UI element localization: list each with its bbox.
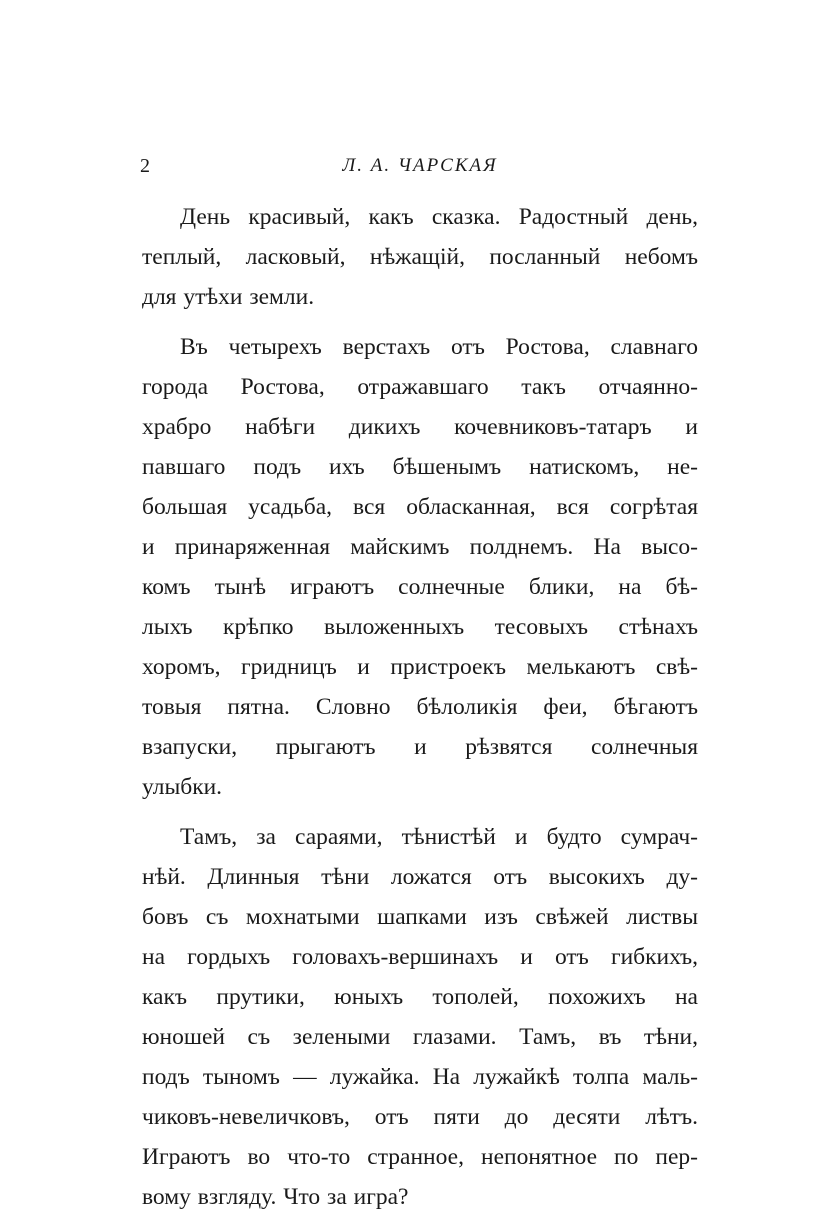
text-line: теплый, ласковый, нѣжащій, посланный небомъ bbox=[142, 244, 698, 270]
text-line: бовъ съ мохнатыми шапками изъ свѣжей листвы bbox=[142, 904, 698, 930]
text-line: нѣй. Длинныя тѣни ложатся отъ высокихъ ду- bbox=[142, 864, 698, 890]
page-number: 2 bbox=[140, 155, 150, 177]
text-line: какъ прутики, юныхъ тополей, похожихъ на bbox=[142, 984, 698, 1010]
text-line: День красивый, какъ сказка. Радостный день, bbox=[180, 204, 698, 230]
text-line: подъ тыномъ — лужайка. На лужайкѣ толпа маль- bbox=[142, 1064, 698, 1090]
text-line: для утѣхи земли. bbox=[142, 284, 315, 310]
paragraph bbox=[142, 197, 698, 317]
paragraph bbox=[142, 327, 698, 807]
paragraph bbox=[142, 817, 698, 1217]
text-line: юношей съ зелеными глазами. Тамъ, въ тѣни, bbox=[142, 1024, 698, 1050]
text-line: на гордыхъ головахъ-вершинахъ и отъ гибкихъ, bbox=[142, 944, 698, 970]
text-line: вому взгляду. Что за игра? bbox=[142, 1184, 409, 1210]
text-line: комъ тынѣ играютъ солнечные блики, на бѣ- bbox=[142, 574, 698, 600]
text-line: Тамъ, за сараями, тѣнистѣй и будто сумрач- bbox=[180, 824, 698, 850]
text-line: храбро набѣги дикихъ кочевниковъ-татаръ и bbox=[142, 414, 698, 440]
text-line: Въ четырехъ верстахъ отъ Ростова, славнаго bbox=[180, 334, 698, 360]
text-line: и принаряженная майскимъ полднемъ. На высо- bbox=[142, 534, 698, 560]
text-line: города Ростова, отражавшаго такъ отчаянно- bbox=[142, 374, 698, 400]
text-line: взапуски, прыгаютъ и рѣзвятся солнечныя bbox=[142, 734, 698, 760]
text-line: товыя пятна. Словно бѣлоликія феи, бѣгаютъ bbox=[142, 694, 698, 720]
text-line: павшаго подъ ихъ бѣшенымъ натискомъ, не- bbox=[142, 454, 698, 480]
text-line: хоромъ, гридницъ и пристроекъ мелькаютъ свѣ- bbox=[142, 654, 698, 680]
text-line: большая усадьба, вся обласканная, вся согрѣтая bbox=[142, 494, 698, 520]
text-line: чиковъ-невеличковъ, отъ пяти до десяти лѣтъ. bbox=[142, 1104, 698, 1130]
text-line: лыхъ крѣпко выложенныхъ тесовыхъ стѣнахъ bbox=[142, 614, 698, 640]
body-text bbox=[142, 197, 698, 1217]
text-line: улыбки. bbox=[142, 774, 223, 800]
running-head: Л. А. ЧАРСКАЯ bbox=[342, 155, 498, 176]
page-header bbox=[140, 155, 700, 185]
text-line: Играютъ во что-то странное, непонятное по пер- bbox=[142, 1144, 698, 1170]
